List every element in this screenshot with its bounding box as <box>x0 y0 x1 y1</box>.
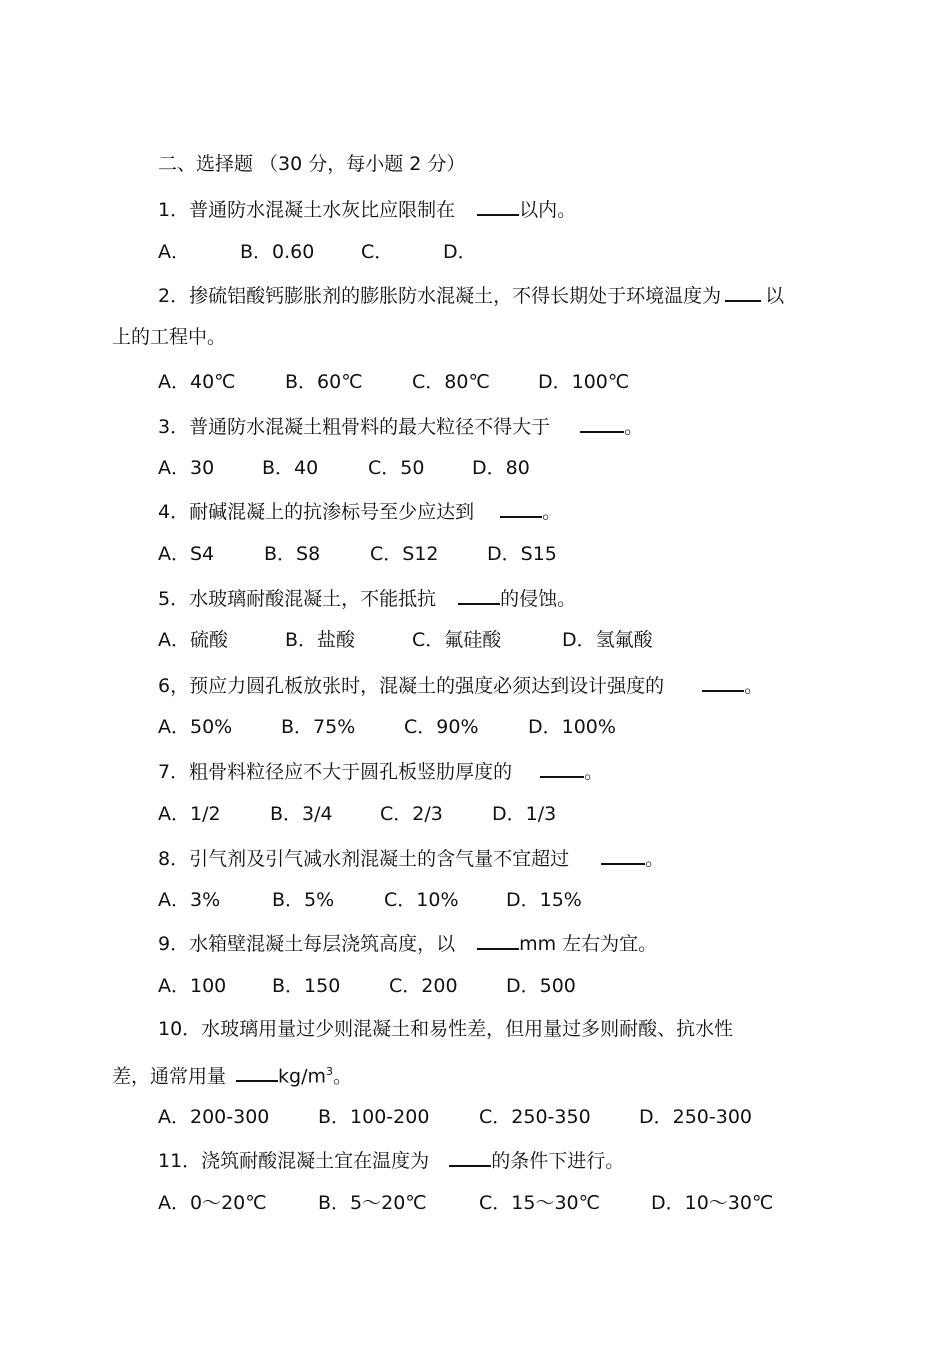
question-text-end: 。 <box>624 416 644 438</box>
answer-blank <box>236 1063 278 1082</box>
question-1-stem <box>158 197 576 222</box>
question-5-stem <box>158 586 576 611</box>
answer-blank <box>540 759 584 778</box>
unit-text: kg/m <box>278 1065 326 1088</box>
section-title: 二、选择题 （30 分，每小题 2 分） <box>158 153 466 175</box>
option-d: D． <box>443 241 477 263</box>
option-a: A．100 <box>158 975 227 997</box>
option-b: B．60℃ <box>285 371 363 393</box>
option-c: C．80℃ <box>412 371 490 393</box>
question-text-end: 以 <box>765 285 785 307</box>
answer-blank <box>477 931 519 950</box>
unit-superscript: 3 <box>326 1065 333 1078</box>
option-c: C．90% <box>404 716 479 738</box>
answer-blank <box>580 414 624 433</box>
option-c: C．2/3 <box>380 803 443 825</box>
question-text: 4．耐碱混凝上的抗渗标号至少应达到 <box>158 501 475 523</box>
question-text: 2．掺硫铝酸钙膨胀剂的膨胀防水混凝土，不得长期处于环境温度为 <box>158 285 722 307</box>
option-b: B．75% <box>281 716 356 738</box>
option-a: A．50% <box>158 716 233 738</box>
option-c: C．S12 <box>370 543 439 565</box>
question-text: 差，通常用量 <box>112 1065 227 1088</box>
option-a: A．30 <box>158 457 215 479</box>
question-3-stem <box>158 414 643 439</box>
answer-blank <box>725 283 761 302</box>
option-c: C．50 <box>368 457 425 479</box>
answer-blank <box>601 846 645 865</box>
question-4-stem <box>158 499 561 524</box>
question-text-end: 。 <box>584 761 604 783</box>
question-10-stem: 10．水玻璃用量过少则混凝土和易性差，但用量过多则耐酸、抗水性 <box>158 1018 734 1040</box>
option-b: B．5% <box>272 889 335 911</box>
option-b: B．盐酸 <box>285 629 356 651</box>
option-c: C．15～30℃ <box>479 1192 600 1214</box>
question-text: 3．普通防水混凝土粗骨料的最大粒径不得大于 <box>158 416 551 438</box>
question-text: 8．引气剂及引气减水剂混凝土的含气量不宜超过 <box>158 848 570 870</box>
question-text: 1．普通防水混凝土水灰比应限制在 <box>158 199 456 221</box>
answer-blank <box>477 197 519 216</box>
option-b: B．S8 <box>264 543 321 565</box>
option-a: A．40℃ <box>158 371 236 393</box>
option-c: C．氟硅酸 <box>412 629 502 651</box>
question-text-end: 。 <box>645 848 665 870</box>
option-b: B．40 <box>262 457 319 479</box>
answer-blank <box>702 673 744 692</box>
option-a: A．S4 <box>158 543 215 565</box>
question-6-stem <box>158 673 763 698</box>
option-d: D．500 <box>506 975 576 997</box>
question-8-stem <box>158 846 664 871</box>
question-text-end: 的条件下进行。 <box>491 1150 625 1172</box>
question-text-end: 的侵蚀。 <box>500 588 577 610</box>
question-9-stem <box>158 931 657 956</box>
question-text-end: 。 <box>744 675 764 697</box>
answer-blank <box>458 586 500 605</box>
option-b: B．5～20℃ <box>318 1192 427 1214</box>
question-text: 11．浇筑耐酸混凝土宜在温度为 <box>158 1150 430 1172</box>
option-b: B．150 <box>272 975 341 997</box>
option-a: A．1/2 <box>158 803 221 825</box>
question-11-stem <box>158 1148 624 1173</box>
option-b: B．3/4 <box>270 803 333 825</box>
option-d: D．80 <box>472 457 530 479</box>
option-a: A．3% <box>158 889 221 911</box>
question-2-stem <box>158 283 784 308</box>
question-text-end: 。 <box>542 501 562 523</box>
option-d: D．S15 <box>487 543 557 565</box>
option-b: B．0.60 <box>240 241 315 263</box>
option-d: D．1/3 <box>492 803 557 825</box>
question-text-end: 以内。 <box>519 199 577 221</box>
option-d: D．100% <box>528 716 616 738</box>
option-d: D．15% <box>506 889 582 911</box>
option-c: C．200 <box>389 975 458 997</box>
answer-blank <box>500 499 542 518</box>
question-7-stem <box>158 759 603 784</box>
answer-blank <box>449 1148 491 1167</box>
option-d: D．10～30℃ <box>651 1192 774 1214</box>
option-a: A．200-300 <box>158 1106 270 1128</box>
question-text: 9．水箱壁混凝土每层浇筑高度，以 <box>158 933 456 955</box>
question-2-stem-cont: 上的工程中。 <box>112 326 227 348</box>
option-d: D．250-300 <box>639 1106 753 1128</box>
question-10-stem-cont <box>112 1060 352 1088</box>
option-a: A．硫酸 <box>158 629 228 651</box>
question-text: 5．水玻璃耐酸混凝土，不能抵抗 <box>158 588 437 610</box>
question-text: 6，预应力圆孔板放张时，混凝土的强度必须达到设计强度的 <box>158 675 665 697</box>
question-text-end: mm 左右为宜。 <box>519 933 658 955</box>
option-c: C．10% <box>384 889 459 911</box>
option-d: D．100℃ <box>538 371 630 393</box>
option-c: C．250-350 <box>479 1106 591 1128</box>
question-text-end: 。 <box>333 1065 353 1088</box>
option-b: B．100-200 <box>318 1106 430 1128</box>
option-c: C． <box>361 241 394 263</box>
option-d: D．氢氟酸 <box>562 629 653 651</box>
option-a: A． <box>158 241 190 263</box>
question-text: 7．粗骨料粒径应不大于圆孔板竖肋厚度的 <box>158 761 513 783</box>
option-a: A．0～20℃ <box>158 1192 267 1214</box>
